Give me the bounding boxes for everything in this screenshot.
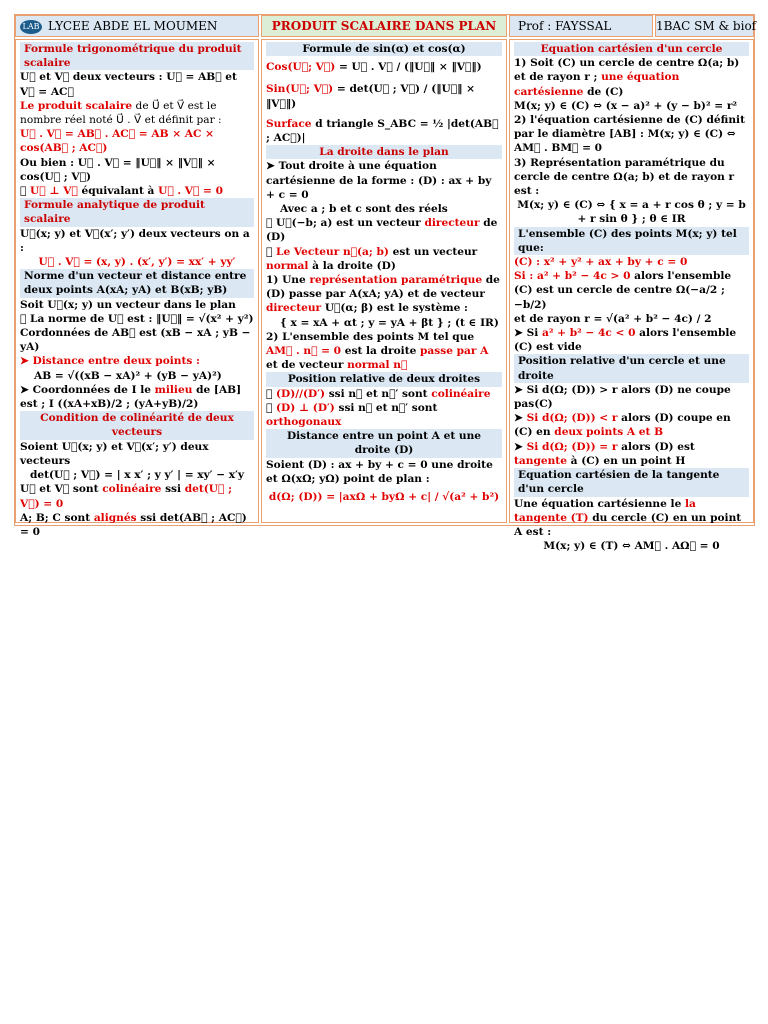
section-title: Position relative de deux droites — [266, 372, 502, 386]
bullet-line: ➤ La norme de U⃗ est : ‖U⃗‖ = √(x² + y²) — [20, 312, 254, 326]
text-line: Une équation cartésienne le la tangente (T) du cercle (C) en un point A est : — [514, 497, 742, 538]
formula: M(x; y) ∈ (C) ⇔ (x − a)² + (y − b)² = r² — [514, 99, 738, 112]
bullet-line: ➤ U⃗ ⊥ V⃗ équivalant à U⃗ . V⃗ = 0 — [20, 184, 254, 198]
section-title: Equation cartésien d'un cercle — [514, 42, 749, 56]
text-line: 1) Soit (C) un cercle de centre Ω(a; b) et de rayon r ; une équation cartésienne de (C) — [514, 57, 740, 98]
text-line: Soit U⃗(x; y) un vecteur dans le plan — [20, 298, 236, 311]
text-line: Soient (D) : ax + by + c = 0 une droite et Ω(xΩ; yΩ) point de plan : — [266, 458, 493, 485]
bullet-line: ➤ Si a² + b² − 4c < 0 alors l'ensemble (C) est vide — [514, 326, 749, 354]
formula: (C) : x² + y² + ax + by + c = 0 — [514, 256, 688, 269]
school-name: LYCEE ABDE EL MOUMEN — [48, 19, 218, 33]
formula: M(x; y) ∈ (C) ⇔ { x = a + r cos θ ; y = b + r sin θ } ; θ ∈ IR — [517, 199, 746, 226]
column-3 — [509, 39, 754, 553]
bullet-line: ➤ (D)//(D′) ssi n⃗ et n⃗′ sont colinéaire — [266, 387, 502, 401]
prof-name: Prof : FAYSSAL — [518, 19, 612, 33]
column-2 — [261, 39, 507, 523]
bullet-line: ➤ (D) ⊥ (D′) ssi n⃗ et n⃗′ sont orthogonaux — [266, 401, 502, 429]
bullet-line: ➤ Si d(Ω; (D)) > r alors (D) ne coupe pas(C) — [514, 383, 749, 411]
section-title: Equation cartésien de la tangente d'un cercle — [514, 468, 749, 496]
formula: AB = √((xB − xA)² + (yB − yA)²) — [34, 369, 222, 382]
text-line: U⃗ et V⃗ deux vecteurs : U⃗ = AB⃗ et V⃗ = AC⃗ — [20, 71, 237, 98]
formula: Ou bien : U⃗ . V⃗ = ‖U⃗‖ × ‖V⃗‖ × cos(U⃗ ; V⃗) — [20, 156, 216, 183]
formula: Surface d triangle S_ABC = ½ |det(AB⃗ ; AC⃗)| — [266, 117, 499, 145]
text-line: Cordonnées de AB⃗ est (xB − xA ; yB − yA) — [20, 327, 251, 354]
section-title: Condition de colinéarité de deux vecteurs — [20, 411, 254, 439]
bullet-line: ➤ Coordonnées de I le milieu de [AB] est ; I ((xA+xB)/2 ; (yA+yB)/2) — [20, 383, 254, 411]
bullet-line: ➤ Distance entre deux points : — [20, 354, 254, 368]
formula: U⃗ . V⃗ = AB⃗ . AC⃗ = AB × AC × cos(AB⃗ ; AC⃗) — [20, 128, 214, 155]
school-logo-icon: LAB — [20, 20, 42, 34]
cheat-sheet — [14, 14, 757, 553]
text-line: 2) l'équation cartésienne de (C) définit par le diamètre [AB] : M(x; y) ∈ (C) ⇔ AM⃗ . BM⃗ = 0 — [514, 114, 745, 155]
document-title: PRODUIT SCALAIRE DANS PLAN — [271, 19, 497, 33]
bullet-line: ➤ U⃗(−b; a) est un vecteur directeur de (D) — [266, 216, 502, 244]
formula: { x = xA + αt ; y = yA + βt } ; (t ∈ IR) — [280, 316, 499, 329]
section-title: Position relative d'un cercle et une droite — [514, 354, 749, 382]
bullet-line: ➤ Le Vecteur n⃗(a; b) est un vecteur normal à la droite (D) — [266, 245, 502, 273]
text-line: Soient U⃗(x; y) et V⃗(x′; y′) deux vecteurs — [20, 440, 209, 467]
header-title — [261, 15, 507, 37]
formula: et de rayon r = √(a² + b² − 4c) / 2 — [514, 312, 712, 325]
section-title: Distance entre un point A et une droite (D) — [266, 429, 502, 457]
column-1 — [15, 39, 259, 538]
formula: U⃗ . V⃗ = (x, y) . (x′, y′) = xx′ + yy′ — [38, 256, 236, 269]
section-title: Formule trigonométrique du produit scalaire — [20, 42, 254, 70]
text-line: Si : a² + b² − 4c > 0 alors l'ensemble (C) est un cercle de centre Ω(−a/2 ; −b/2) — [514, 270, 732, 311]
bullet-line: ➤ Si d(Ω; (D)) = r alors (D) est tangente à (C) en un point H — [514, 440, 749, 468]
text-line: 2) L'ensemble des points M tel que AM⃗ . n⃗ = 0 est la droite passe par A et de vecteur normal n⃗ — [266, 330, 489, 372]
formula: det(U⃗ ; V⃗) = | x x′ ; y y′ | = xy′ − x′y — [29, 469, 245, 482]
class-name: 1BAC SM & biof — [656, 19, 757, 33]
text-line: 1) Une représentation paramétrique de (D) passe par A(xA; yA) et de vecteur directeur U⃗(α; β) est le système : — [266, 274, 500, 315]
formula: d(Ω; (D)) = |axΩ + byΩ + c| / √(a² + b²) — [268, 491, 500, 504]
text-line: A; B; C sont alignés ssi det(AB⃗ ; AC⃗) = 0 — [20, 511, 247, 538]
section-title: La droite dans le plan — [266, 145, 502, 159]
text-line: U⃗(x; y) et V⃗(x′; y′) deux vecteurs on a : — [20, 227, 250, 254]
bullet-line: ➤ Si d(Ω; (D)) < r alors (D) coupe en (C) en deux points A et B — [514, 411, 749, 439]
text-line: 3) Représentation paramétrique du cercle de centre Ω(a; b) et de rayon r est : — [514, 156, 735, 198]
section-title: Formule analytique de produit scalaire — [20, 198, 254, 226]
formula: Sin(U⃗; V⃗) = det(U⃗ ; V⃗) / (‖U⃗‖ × ‖V⃗‖) — [266, 83, 475, 110]
text-line: Avec a ; b et c sont des réels — [280, 203, 448, 216]
header-school — [15, 15, 259, 37]
section-title: L'ensemble (C) des points M(x; y) tel que: — [514, 227, 749, 255]
bullet-line: ➤ Tout droite à une équation cartésienne de la forme : (D) : ax + by + c = 0 — [266, 159, 502, 202]
section-title: Norme d'un vecteur et distance entre deux points A(xA; yA) et B(xB; yB) — [20, 269, 254, 297]
header-class — [655, 15, 757, 37]
section-title: Formule de sin(α) et cos(α) — [266, 42, 502, 56]
header-prof — [509, 15, 653, 37]
formula: M(x; y) ∈ (T) ⇔ AM⃗ . AΩ⃗ = 0 — [543, 540, 720, 553]
text-line: U⃗ et V⃗ sont colinéaire ssi det(U⃗ ; V⃗) = 0 — [20, 483, 232, 510]
formula: Cos(U⃗; V⃗) = U⃗ . V⃗ / (‖U⃗‖ × ‖V⃗‖) — [266, 61, 482, 74]
text-line: Le produit scalaire de U⃗ et V⃗ est le nombre réel noté U⃗ . V⃗ et définit par : — [20, 99, 222, 127]
